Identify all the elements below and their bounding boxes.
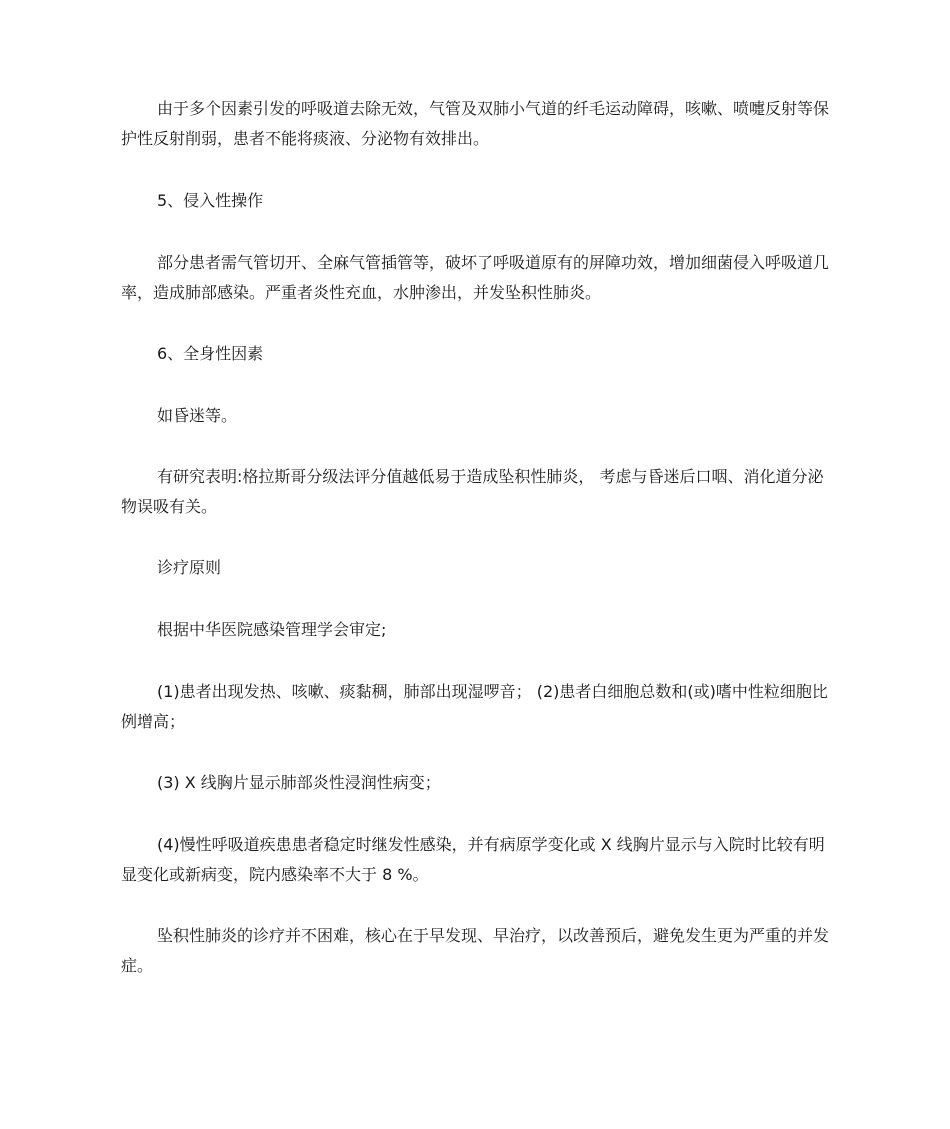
paragraph-airway-clearance: 由于多个因素引发的呼吸道去除无效，气管及双肺小气道的纤毛运动障碍，咳嗽、喷嚏反射等保护性反射削弱，患者不能将痰液、分泌物有效排出。 [121, 99, 830, 148]
criterion-3: (3) X 线胸片显示肺部炎性浸润性病变； [157, 773, 441, 792]
heading-systemic-factors: 6、全身性因素 [157, 344, 264, 363]
paragraph-conclusion: 坠积性肺炎的诊疗并不困难，核心在于早发现、早治疗，以改善预后，避免发生更为严重的并发症。 [121, 926, 830, 975]
paragraph-criteria-source: 根据中华医院感染管理学会审定; [157, 620, 387, 639]
paragraph-research-gcs: 有研究表明:格拉斯哥分级法评分值越低易于造成坠积性肺炎， 考虑与昏迷后口咽、消化道分泌物误吸有关。 [121, 467, 824, 516]
paragraph-invasive-procedures: 部分患者需气管切开、全麻气管插管等，破坏了呼吸道原有的屏障功效，增加细菌侵入呼吸道几率，造成肺部感染。严重者炎性充血，水肿渗出，并发坠积性肺炎。 [121, 253, 830, 302]
heading-invasive-procedures: 5、侵入性操作 [157, 191, 264, 210]
criterion-1-2: (1)患者出现发热、咳嗽、痰黏稠，肺部出现湿啰音； (2)患者白细胞总数和(或)嗜中性粒细胞比例增高； [121, 682, 828, 731]
paragraph-coma: 如昏迷等。 [157, 406, 238, 425]
criterion-4: (4)慢性呼吸道疾患患者稳定时继发性感染，并有病原学变化或 X 线胸片显示与入院时比较有明显变化或新病变，院内感染率不大于 8 %。 [121, 835, 825, 884]
heading-diagnosis-principles: 诊疗原则 [157, 558, 222, 577]
